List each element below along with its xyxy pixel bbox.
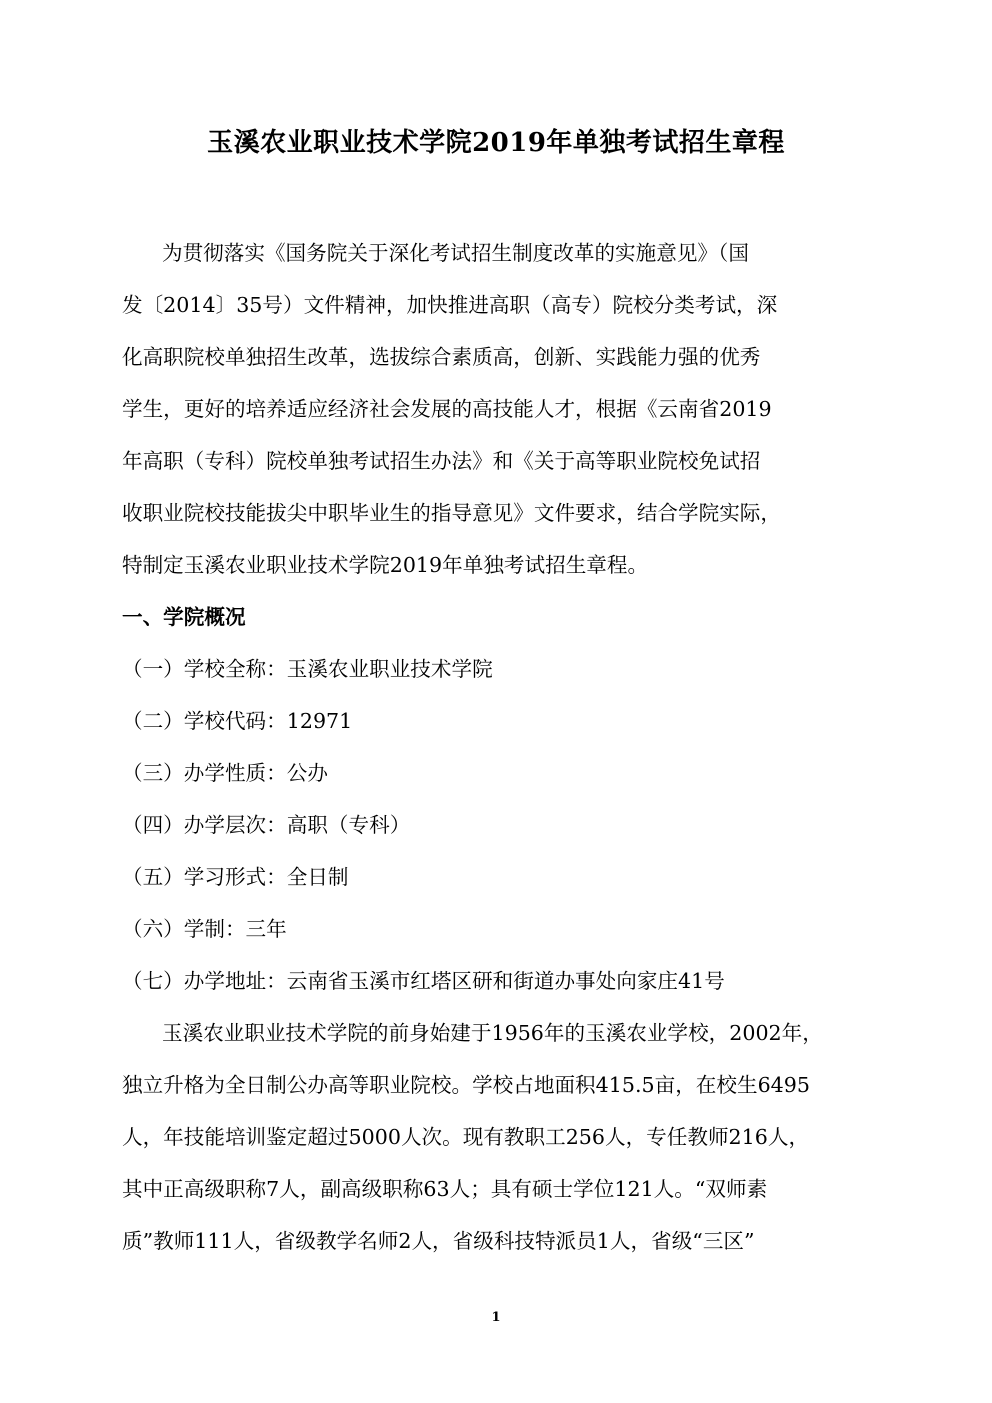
fact-line: （七）办学地址：云南省玉溪市红塔区研和街道办事处向家庄41号 — [122, 969, 725, 993]
history-line: 玉溪农业职业技术学院的前身始建于1956年的玉溪农业学校，2002年， — [162, 1021, 823, 1045]
history-line: 人，年技能培训鉴定超过5000人次。现有教职工256人，专任教师216人， — [122, 1125, 810, 1149]
history-line: 独立升格为全日制公办高等职业院校。学校占地面积415.5亩，在校生6495 — [122, 1073, 810, 1097]
intro-line: 特制定玉溪农业职业技术学院2019年单独考试招生章程。 — [122, 553, 649, 577]
intro-line: 为贯彻落实《国务院关于深化考试招生制度改革的实施意见》（国 — [162, 241, 749, 265]
intro-line: 收职业院校技能拔尖中职毕业生的指导意见》文件要求，结合学院实际， — [122, 501, 781, 525]
document-title: 玉溪农业职业技术学院2019年单独考试招生章程 — [207, 128, 785, 158]
fact-line: （三）办学性质：公办 — [122, 761, 328, 785]
fact-line: （四）办学层次：高职（专科） — [122, 813, 411, 837]
fact-line: （一）学校全称：玉溪农业职业技术学院 — [122, 657, 493, 681]
intro-line: 年高职（专科）院校单独考试招生办法》和《关于高等职业院校免试招 — [122, 449, 761, 473]
page-number: 1 — [491, 1310, 501, 1325]
fact-line: （二）学校代码：12971 — [122, 709, 353, 733]
intro-line: 化高职院校单独招生改革，选拔综合素质高，创新、实践能力强的优秀 — [122, 345, 761, 369]
intro-line: 发〔2014〕35号）文件精神，加快推进高职（高专）院校分类考试，深 — [122, 293, 778, 317]
history-line: 质”教师111人，省级教学名师2人，省级科技特派员1人，省级“三区” — [122, 1229, 755, 1253]
history-line: 其中正高级职称7人，副高级职称63人；具有硕士学位121人。“双师素 — [122, 1177, 768, 1201]
intro-line: 学生，更好的培养适应经济社会发展的高技能人才，根据《云南省2019 — [122, 397, 772, 421]
fact-line: （六）学制：三年 — [122, 917, 287, 941]
fact-line: （五）学习形式：全日制 — [122, 865, 349, 889]
section-heading: 一、学院概况 — [122, 605, 246, 629]
